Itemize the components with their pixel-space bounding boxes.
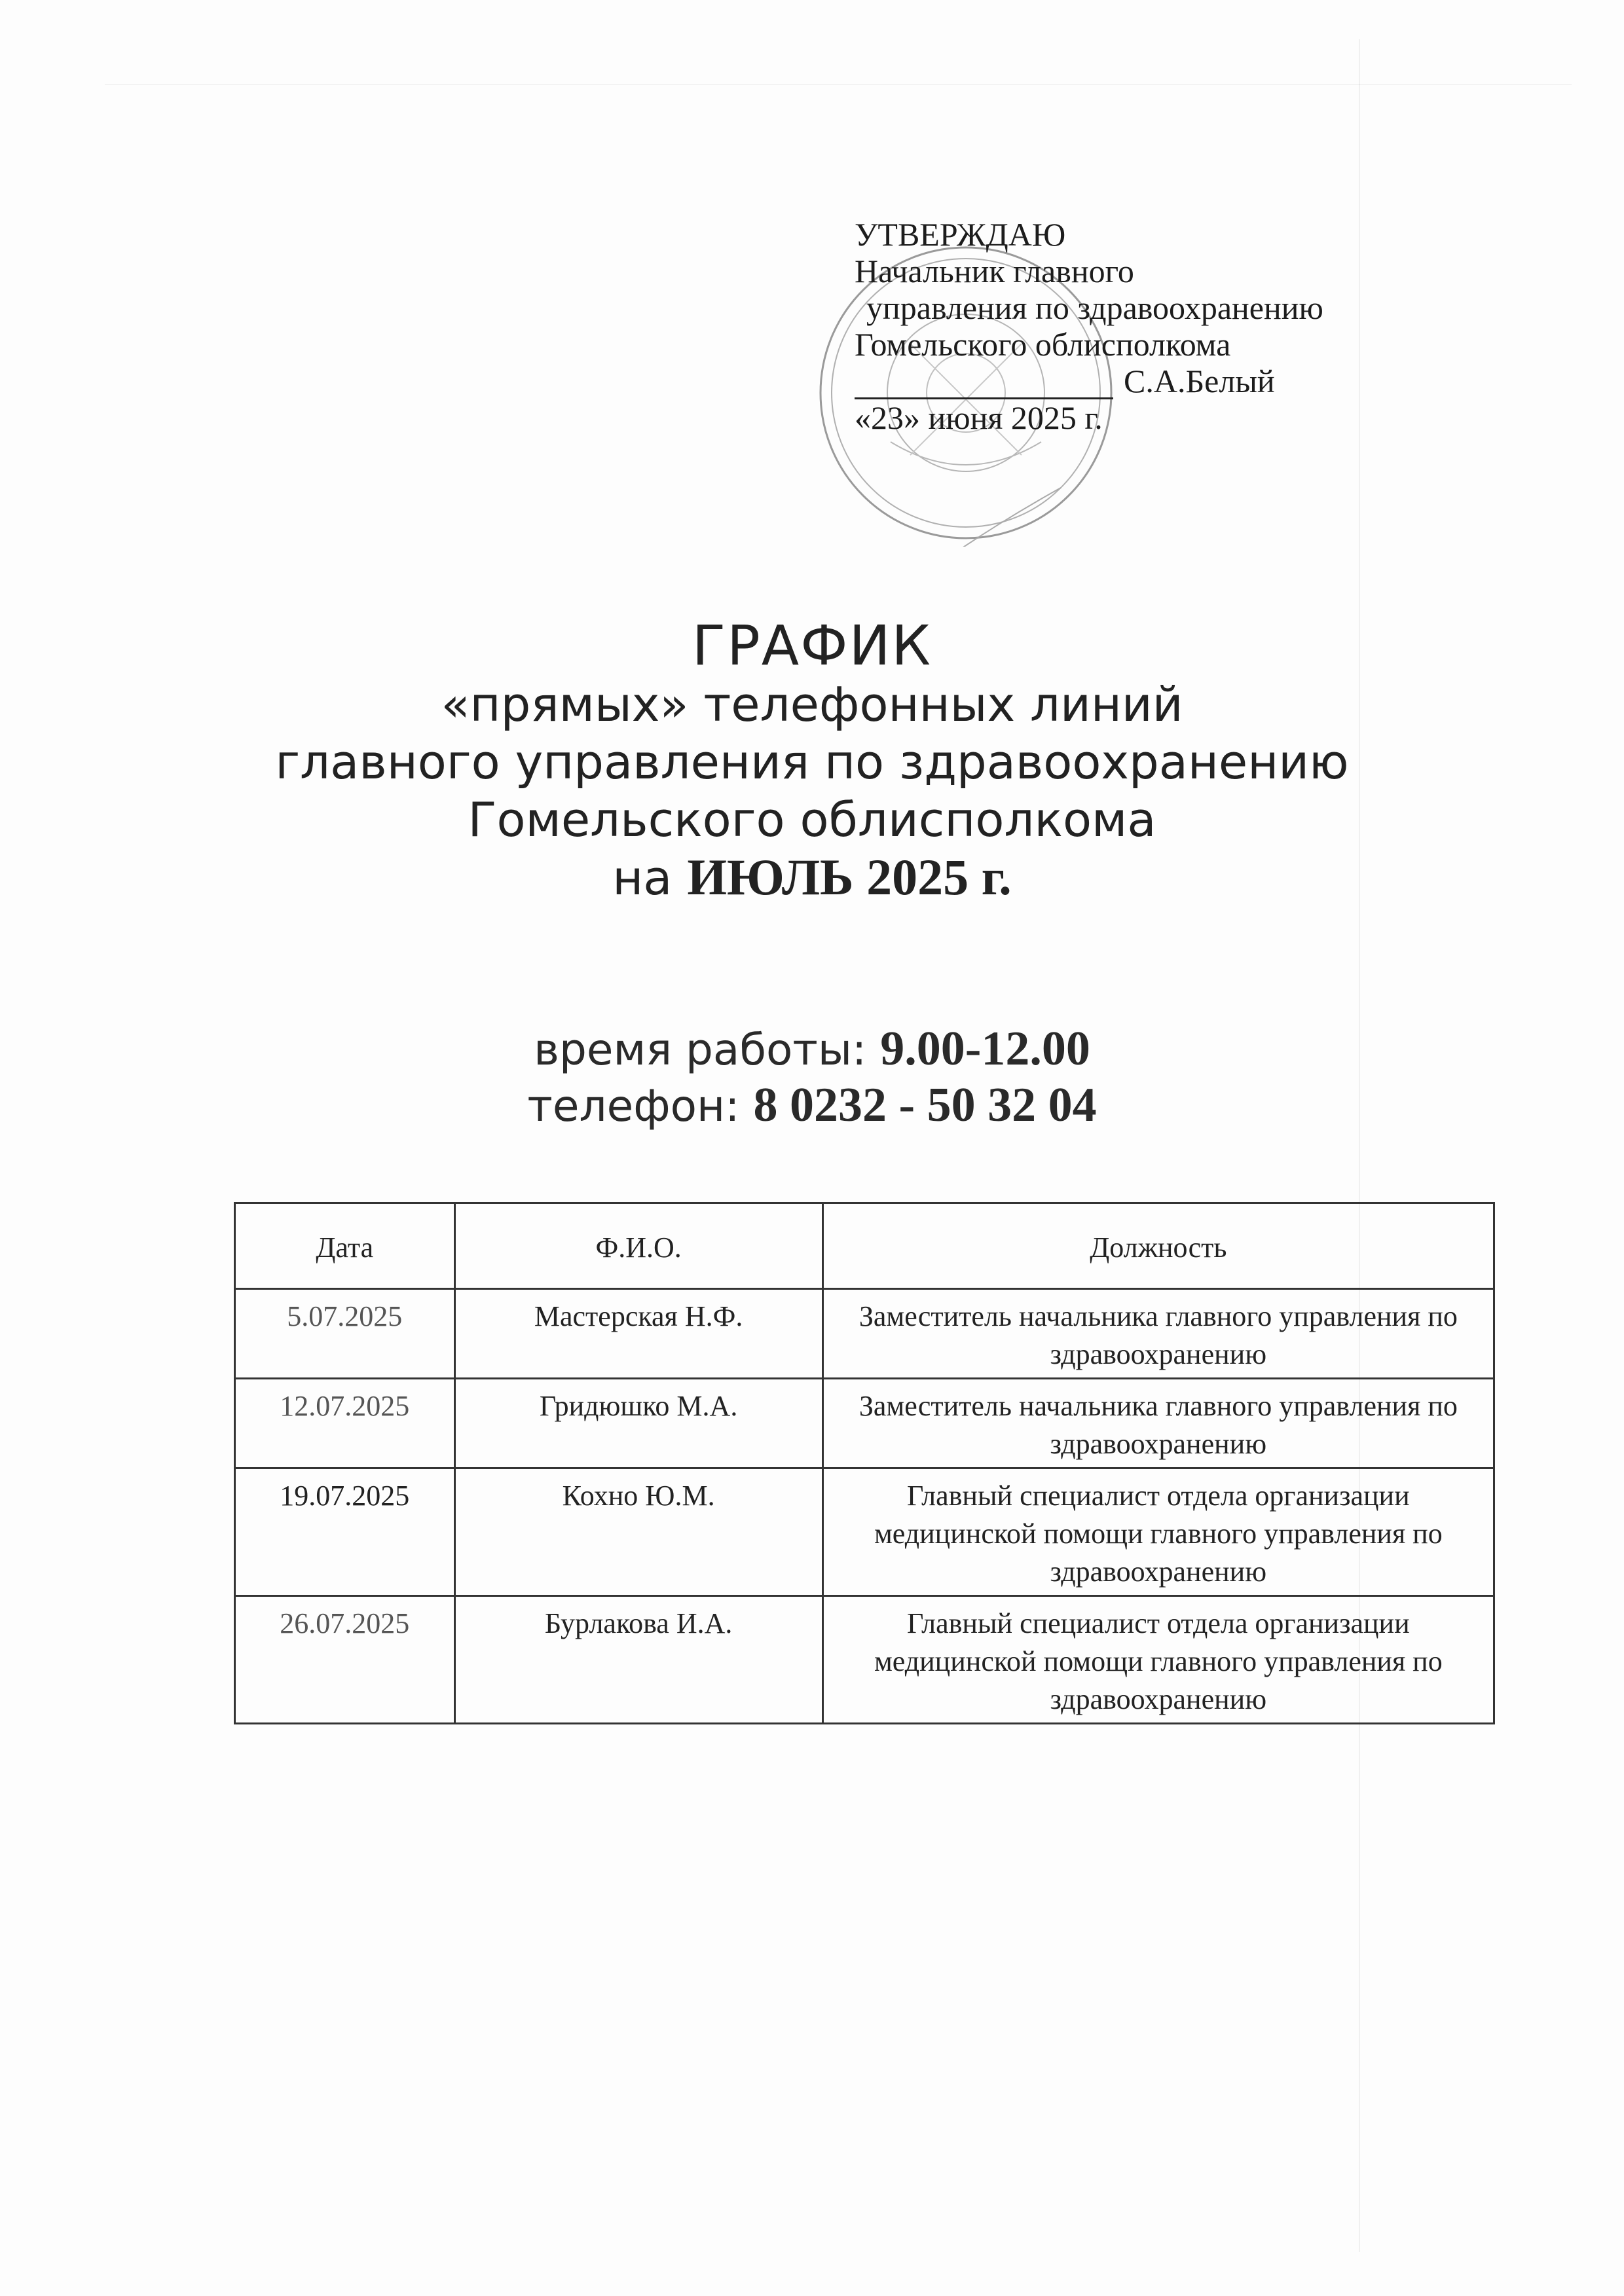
header-date: Дата [235, 1203, 455, 1289]
table-header-row [235, 1203, 1494, 1289]
table-row [235, 1379, 1494, 1468]
title-line3: главного управления по здравоохранению [275, 735, 1349, 790]
header-position: Должность [822, 1203, 1494, 1289]
title-month: ИЮЛЬ 2025 г. [687, 848, 1012, 905]
phone-value: 8 0232 - 50 32 04 [753, 1078, 1097, 1132]
working-hours-label: время работы: [534, 1025, 867, 1075]
approval-signer: С.А.Белый [1124, 363, 1275, 399]
title-month-line [157, 848, 1467, 907]
table-row [235, 1468, 1494, 1596]
title-line4: Гомельского облисполкома [468, 792, 1156, 847]
phone-label: телефон: [527, 1081, 740, 1131]
approval-block [855, 216, 1444, 436]
row-date: 5.07.2025 [235, 1289, 455, 1379]
row-position: Главный специалист отдела организации медицинской помощи главного управления по здравоохранению [822, 1596, 1494, 1724]
signature-blank [855, 371, 1113, 399]
phone-line [157, 1078, 1467, 1134]
row-name: Бурлакова И.А. [454, 1596, 822, 1724]
row-name: Кохно Ю.М. [454, 1468, 822, 1596]
row-position: Главный специалист отдела организации медицинской помощи главного управления по здравоохранению [822, 1468, 1494, 1596]
approval-position-line1: Начальник главного [855, 253, 1134, 289]
row-date: 19.07.2025 [235, 1468, 455, 1596]
contact-info [157, 1021, 1467, 1134]
header-name: Ф.И.О. [454, 1203, 822, 1289]
row-name: Гридюшко М.А. [454, 1379, 822, 1468]
document-title [157, 615, 1467, 907]
approval-date: «23» июня 2025 г. [855, 399, 1103, 436]
title-month-prefix: на [612, 850, 673, 905]
approval-position-line3: Гомельского облисполкома [855, 326, 1231, 363]
row-date: 26.07.2025 [235, 1596, 455, 1724]
approval-heading: УТВЕРЖДАЮ [855, 216, 1066, 253]
row-date: 12.07.2025 [235, 1379, 455, 1468]
title-heading: ГРАФИК [692, 613, 932, 678]
title-line2: «прямых» телефонных линий [441, 677, 1183, 732]
row-position: Заместитель начальника главного управления по здравоохранению [822, 1289, 1494, 1379]
scan-artifact-horizontal [105, 84, 1572, 85]
working-hours-value: 9.00-12.00 [880, 1022, 1090, 1076]
working-hours-line [157, 1021, 1467, 1078]
row-name: Мастерская Н.Ф. [454, 1289, 822, 1379]
approval-signature-line [855, 363, 1444, 399]
table-row [235, 1289, 1494, 1379]
approval-position-line2: управления по здравоохранению [866, 289, 1323, 326]
table-row [235, 1596, 1494, 1724]
row-position: Заместитель начальника главного управления по здравоохранению [822, 1379, 1494, 1468]
schedule-table [234, 1202, 1495, 1724]
